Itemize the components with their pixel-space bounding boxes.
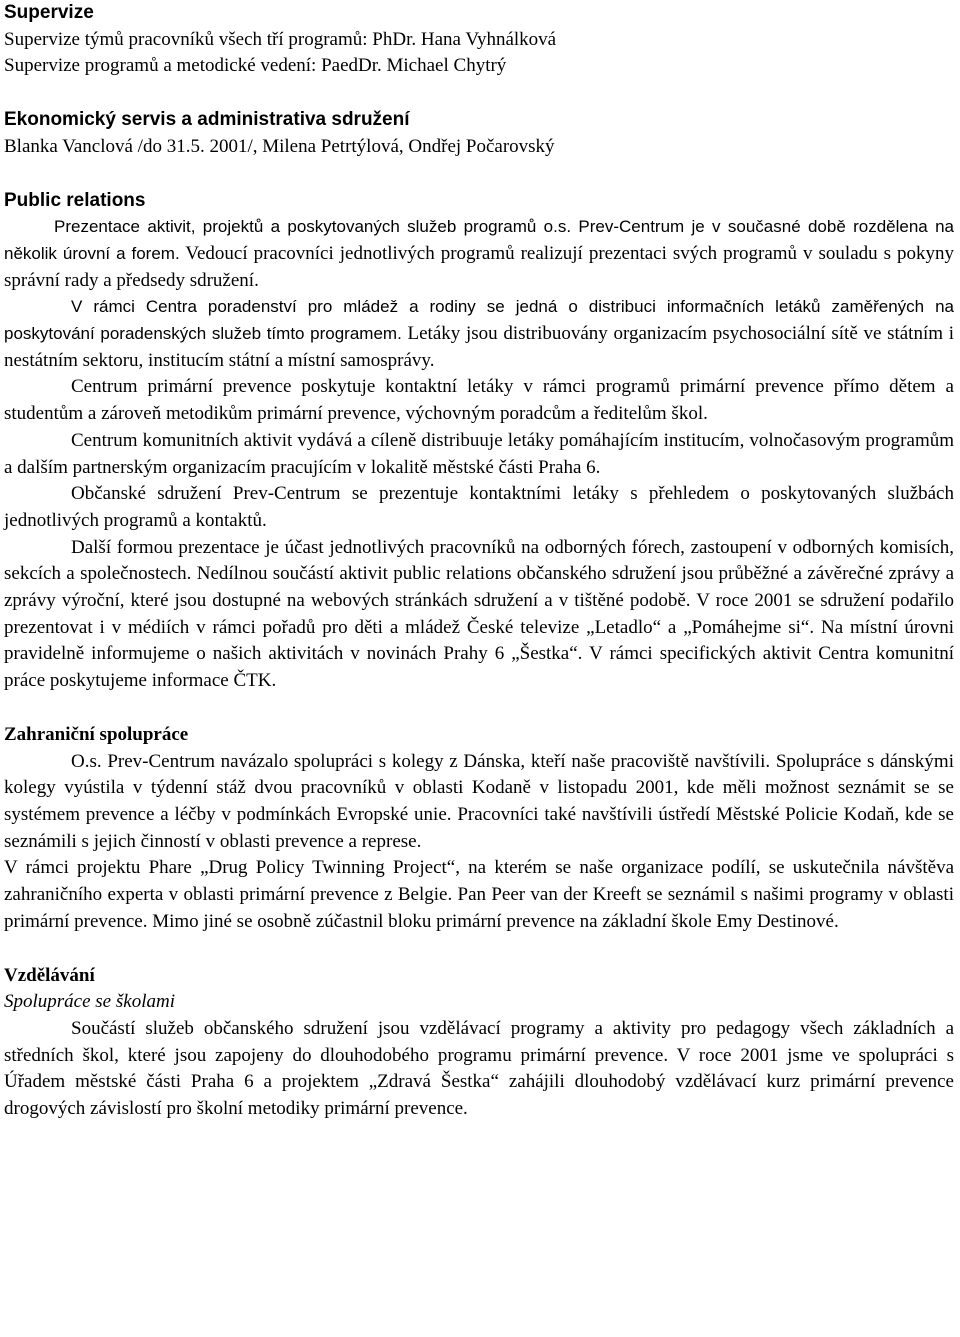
vzdelavani-paragraph-1: Součástí služeb občanského sdružení jsou vzdělávací programy a aktivity pro pedagogy všech základních a středních škol, které jsou zapojeny do dlouhodobého programu primární prevence. V roce 2001 jsme ve spolupráci s Úřadem městské části Praha 6 a projektem „Zdravá Šestka“ zahájili dlouhodobý vzdělávací kurz primární prevence drogových závislostí pro školní metodiky primární prevence.	[4, 1017, 954, 1120]
pr-paragraph-1-sans: Prezentace aktivit, projektů a poskytovaných služeb programů o.s. Prev-Centrum je v současné době rozdělena na několik úrovní a forem.	[4, 217, 954, 263]
section-public-relations	[4, 188, 954, 695]
pr-paragraph-5: Občanské sdružení Prev-Centrum se prezentuje kontaktními letáky s přehledem o poskytovaných službách jednotlivých programů a kontaktů.	[4, 483, 954, 531]
pr-paragraph-2-sans: V rámci Centra poradenství pro mládež a rodiny se jedná o distribuci informačních letáků zaměřených na poskytování poradenských služeb tímto programem.	[4, 297, 954, 344]
section-ekonomicky-servis	[4, 107, 954, 160]
section-supervize	[4, 0, 954, 80]
pr-paragraph-6: Další formou prezentace je účast jednotlivých pracovníků na odborných fórech, zastoupení v odborných komisích, sekcích a společnostech. Nedílnou součástí aktivit public relations občanského sdružení jsou průběžné a závěrečné zprávy a zprávy výroční, které jsou dostupné na webových stránkách sdružení a v tištěné podobě. V roce 2001 se sdružení podařilo prezentovat i v médiích v rámci pořadů pro děti a mládež České televize „Letadlo“ a „Pomáhejme si“. Na místní úrovni pravidelně informujeme o našich aktivitách v novinách Prahy 6 „Šestka“. V rámci specifických aktivit Centra komunitní práce poskytujeme informace ČTK.	[4, 536, 954, 692]
heading-zahranicni-spoluprace: Zahraniční spolupráce	[4, 723, 189, 745]
pr-paragraph-4: Centrum komunitních aktivit vydává a cíleně distribuuje letáky pomáhajícím institucím, volnočasovým programům a dalším partnerským organizacím pracujícím v lokalitě městské části Praha 6.	[4, 429, 954, 478]
supervize-line-2: Supervize programů a metodické vedení: PaedDr. Michael Chytrý	[4, 55, 507, 77]
section-zahranicni-spoluprace	[4, 722, 954, 936]
subheading-spoluprace-se-skolami: Spolupráce se školami	[4, 991, 175, 1013]
heading-supervize: Supervize	[4, 2, 94, 23]
supervize-line-1: Supervize týmů pracovníků všech tří programů: PhDr. Hana Vyhnálková	[4, 28, 557, 50]
pr-paragraph-1-serif: Vedoucí pracovníci jednotlivých programů realizují prezentaci svých programů v souladu s pokyny správní rady a předsedy sdružení.	[4, 242, 954, 291]
zahranicni-paragraph-1: O.s. Prev-Centrum navázalo spolupráci s kolegy z Dánska, kteří naše pracoviště navštívili. Spolupráce s dánskými kolegy vyústila v týdenní stáž dvou pracovníků v oblasti Kodaně v listopadu 2001, kde měli možnost seznámit se se systémem prevence a léčby v podmínkách Evropské unie. Pracovníci také navštívili ústředí Městské Policie Kodaň, kde se seznámili s jejich činností v oblasti prevence a represe.	[4, 750, 954, 852]
pr-paragraph-1	[4, 214, 954, 294]
ekonomicky-line-1: Blanka Vanclová /do 31.5. 2001/, Milena Petrtýlová, Ondřej Počarovský	[4, 135, 555, 157]
heading-ekonomicky-servis: Ekonomický servis a administrativa sdružení	[4, 109, 410, 131]
heading-vzdelavani: Vzdělávání	[4, 964, 95, 986]
pr-paragraph-3: Centrum primární prevence poskytuje kontaktní letáky v rámci programů primární prevence přímo dětem a studentům a zároveň metodikům primární prevence, výchovným poradcům a ředitelům škol.	[4, 376, 954, 425]
zahranicni-paragraph-2: V rámci projektu Phare „Drug Policy Twinning Project“, na kterém se naše organizace podílí, se uskutečnila návštěva zahraničního experta v oblasti primární prevence z Belgie. Pan Peer van der Kreeft se seznámil s našimi programy v oblasti primární prevence. Mimo jiné se osobně zúčastnil bloku primární prevence na základní škole Emy Destinové.	[4, 857, 954, 932]
pr-paragraph-2-serif: Letáky jsou distribuovány organizacím psychosociální sítě ve státním i nestátním sektoru, institucím státní a místní samosprávy.	[4, 323, 954, 371]
heading-public-relations: Public relations	[4, 189, 146, 211]
spacer	[4, 161, 954, 188]
spacer	[4, 80, 954, 107]
spacer	[4, 936, 954, 963]
pr-paragraph-2	[4, 294, 954, 374]
spacer	[4, 695, 954, 722]
section-vzdelavani	[4, 963, 954, 1123]
